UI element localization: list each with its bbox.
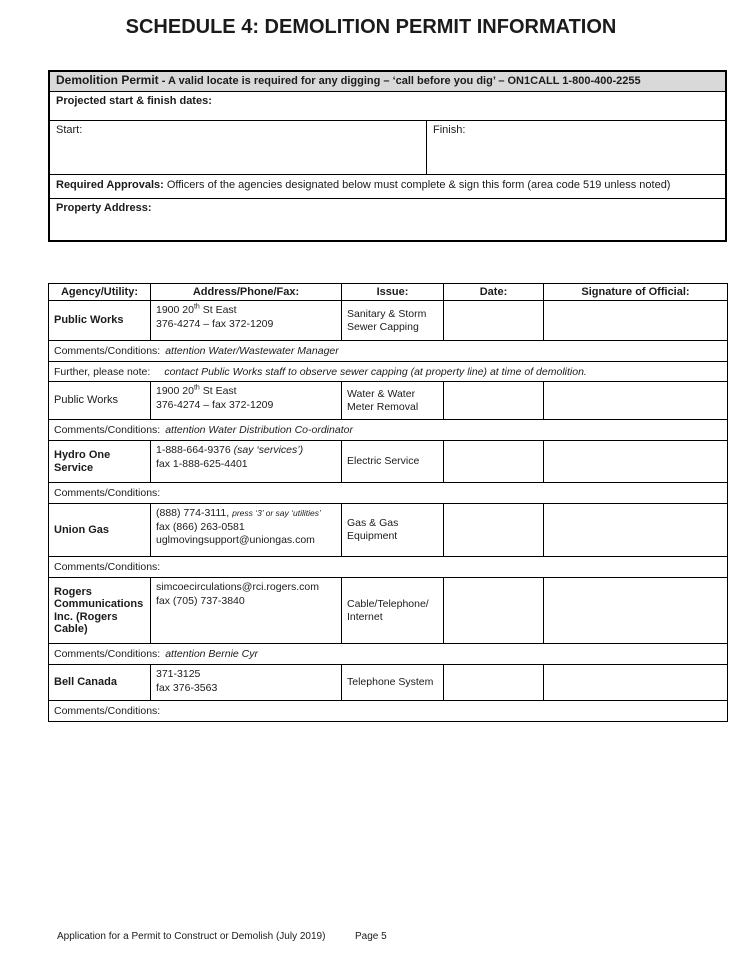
col-header-agency: Agency/Utility: [49,284,151,301]
table-header-row [49,284,728,301]
comments-row [49,557,728,578]
signature-cell[interactable] [544,578,728,644]
date-cell[interactable] [444,665,544,701]
permit-header-text: - A valid locate is required for any digging – ‘call before you dig’ – ON1CALL 1-800-400-2255 [158,75,641,87]
required-approvals-text: Officers of the agencies designated below must complete & sign this form (area code 519 unless noted) [163,179,671,191]
date-cell[interactable] [444,301,544,341]
table-row [49,441,728,483]
comments-label: Comments/Conditions: [54,648,161,660]
permit-box-header [50,72,725,92]
address-cell [151,504,342,557]
property-address-label: Property Address: [56,202,152,214]
comments-label: Comments/Conditions: [54,705,161,717]
col-header-signature: Signature of Official: [544,284,728,301]
table-row [49,301,728,341]
issue-cell: Electric Service [342,441,444,483]
further-note-row [49,362,728,382]
address-line: 376-4274 – fax 372-1209 [156,317,274,330]
agency-cell: Public Works [49,301,151,341]
address-line: 1900 20th St East [156,303,237,316]
col-header-address: Address/Phone/Fax: [151,284,342,301]
agency-cell: Bell Canada [49,665,151,701]
further-note-label: Further, please note: [54,365,151,378]
address-line: fax 1-888-625-4401 [156,457,248,470]
comments-cell[interactable] [49,483,728,504]
finish-label: Finish: [433,124,466,136]
address-line: 1900 20th St East [156,384,237,397]
address-cell [151,441,342,483]
further-note-cell [49,362,728,382]
table-row [49,578,728,644]
required-approvals-label: Required Approvals: [56,179,164,191]
col-header-issue: Issue: [342,284,444,301]
address-line: simcoecirculations@rci.rogers.com [156,581,319,593]
address-line: fax (705) 737-3840 [156,594,245,607]
permit-header-title: Demolition Permit [56,73,159,87]
address-cell [151,301,342,341]
agency-approvals-table [48,283,728,722]
table-row [49,504,728,557]
comments-cell[interactable] [49,557,728,578]
col-header-date: Date: [444,284,544,301]
date-cell[interactable] [444,382,544,420]
comments-label: Comments/Conditions: [54,487,161,499]
address-cell [151,382,342,420]
comments-label: Comments/Conditions: [54,424,161,436]
required-approvals-row [50,175,725,199]
agency-cell: Public Works [49,382,151,420]
comments-row [49,341,728,362]
comments-label: Comments/Conditions: [54,345,161,357]
projected-dates-label: Projected start & finish dates: [56,95,212,107]
further-note-text: contact Public Works staff to observe sewer capping (at property line) at time of demolition. [164,365,587,378]
start-label: Start: [56,124,83,136]
agency-cell: Rogers Communications Inc. (Rogers Cable) [49,578,151,644]
comments-value: attention Bernie Cyr [165,648,259,660]
signature-cell[interactable] [544,382,728,420]
signature-cell[interactable] [544,301,728,341]
date-cell[interactable] [444,441,544,483]
comments-cell[interactable] [49,644,728,665]
issue-cell: Telephone System [342,665,444,701]
comments-row [49,701,728,722]
address-line: fax 376-3563 [156,681,218,694]
projected-dates-row [50,92,725,121]
finish-input-area[interactable] [427,121,725,174]
comments-row [49,644,728,665]
comments-cell[interactable] [49,341,728,362]
demolition-permit-box [48,70,727,242]
comments-value: attention Water/Wastewater Manager [165,345,339,357]
comments-label: Comments/Conditions: [54,561,161,573]
comments-value: attention Water Distribution Co-ordinator [165,424,353,436]
comments-row [49,420,728,441]
comments-cell[interactable] [49,420,728,441]
comments-row [49,483,728,504]
issue-cell: Cable/Telephone/ Internet [342,578,444,644]
address-line: 371-3125 [156,668,201,680]
address-line: 1-888-664-9376 (say ‘services’) [156,444,304,456]
page-title: SCHEDULE 4: DEMOLITION PERMIT INFORMATION [125,16,617,38]
address-line: uglmovingsupport@uniongas.com [156,534,315,546]
table-row [49,382,728,420]
start-finish-row [50,121,725,175]
footer-page-number: Page 5 [355,931,387,942]
page-footer [57,931,557,942]
address-cell [151,578,342,644]
issue-cell: Gas & Gas Equipment [342,504,444,557]
signature-cell[interactable] [544,441,728,483]
property-address-input-area[interactable] [50,199,725,240]
address-line: 376-4274 – fax 372-1209 [156,398,274,411]
issue-cell: Water & Water Meter Removal [342,382,444,420]
agency-cell: Union Gas [49,504,151,557]
issue-cell: Sanitary & Storm Sewer Capping [342,301,444,341]
address-cell [151,665,342,701]
address-line: (888) 774-3111, press ‘3’ or say ‘utilities’ [156,507,321,519]
comments-cell[interactable] [49,701,728,722]
signature-cell[interactable] [544,665,728,701]
footer-document-name: Application for a Permit to Construct or Demolish (July 2019) [57,931,326,942]
agency-cell: Hydro One Service [49,441,151,483]
date-cell[interactable] [444,578,544,644]
start-input-area[interactable] [50,121,427,174]
signature-cell[interactable] [544,504,728,557]
address-line: fax (866) 263-0581 [156,520,245,533]
date-cell[interactable] [444,504,544,557]
table-row [49,665,728,701]
